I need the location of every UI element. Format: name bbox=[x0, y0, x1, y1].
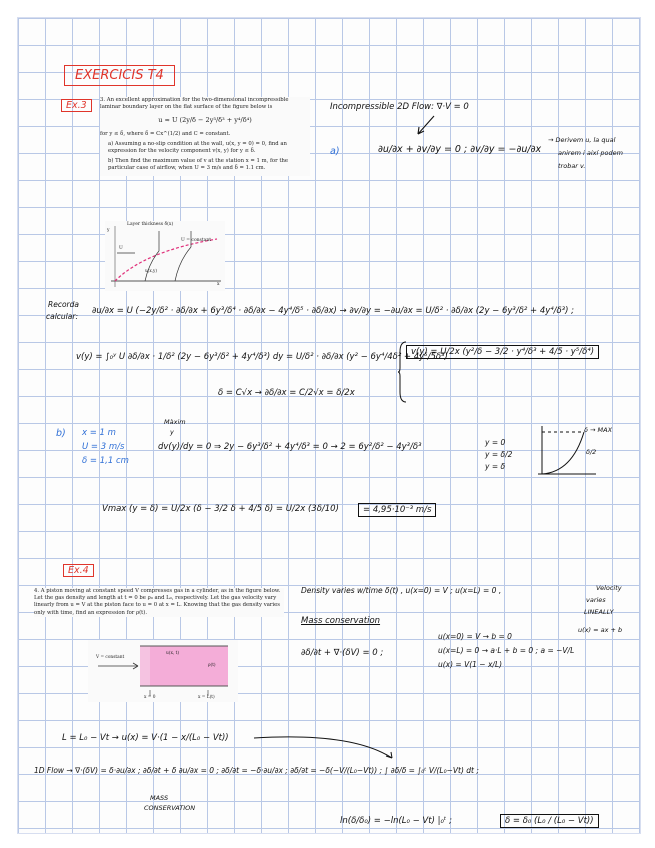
u-given: U = 3 m/s bbox=[82, 442, 125, 452]
piston-xL: x = L(t) bbox=[198, 695, 215, 700]
v-integral: v(y) = ∫₀ʸ U ∂δ/∂x · 1/δ² (2y − 6y³/δ² + 4y⁴/δ³) dy = U/δ² · ∂δ/∂x (y² − 6y⁴/4δ² + 4y⁵/5δ³) bbox=[76, 352, 448, 362]
ex3-part-a: a) Assuming a no-slip condition at the wall, u(x, y = 0) = 0, find an expression for the velocity component v(x, y) for y ≤ δ. bbox=[108, 140, 287, 155]
max-note-y: y bbox=[170, 428, 174, 436]
log-eq: ln(δ/δ₀) = −ln(L₀ − Vt) |₀ᵗ ; bbox=[340, 816, 452, 826]
mass-eq: ∂δ/∂t + ∇·(δV) = 0 ; bbox=[301, 648, 384, 658]
ex3-condition: for y ≤ δ, where δ = Cx^(1/2) and C = constant. bbox=[100, 130, 231, 137]
max-note: Màxim bbox=[164, 418, 186, 426]
du-dx-eq: ∂u/∂x = U (−2y/δ² · ∂δ/∂x + 6y³/δ⁴ · ∂δ/∂x − 4y⁴/δ⁵ · ∂δ/∂x) → ∂v/∂y = −∂u/∂x = U/δ² · ∂δ/∂x (2y − 6y³/δ² + 4y⁴/δ³) ; bbox=[92, 306, 575, 316]
ex4-label: Ex.4 bbox=[63, 564, 94, 577]
boundary-layer-drawing bbox=[105, 221, 225, 291]
derive-note-2: anirem i així podem bbox=[558, 149, 623, 157]
notebook-page bbox=[17, 17, 641, 834]
ex3-statement bbox=[100, 97, 310, 176]
mass-cons-label: Mass conservation bbox=[301, 616, 381, 626]
delta-relation: δ = C√x → ∂δ/∂x = C/2√x = δ/2x bbox=[218, 388, 355, 398]
velocity-note-3: LINEALLY bbox=[584, 608, 614, 616]
vmax-eq: Vmax (y = δ) = U/2x (δ − 3/2 δ + 4/5 δ) = U/2x (3δ/10) bbox=[102, 504, 339, 514]
final-result: δ = δ₀ (L₀ / (L₀ − Vt)) bbox=[500, 814, 599, 828]
sketch-max: δ → MAX bbox=[584, 426, 613, 434]
root-0: y = 0 bbox=[485, 438, 506, 447]
dv-dy-eq: dv(y)/dy = 0 ⇒ 2y − 6y³/δ² + 4y⁴/δ³ = 0 → 2 = 6y²/δ² − 4y³/δ³ bbox=[158, 442, 422, 452]
piston-x0: x = 0 bbox=[144, 695, 156, 700]
v-result: v(y) = U/2x (y²/δ − 3/2 · y⁴/δ³ + 4/5 · y⁵/δ⁴) bbox=[406, 345, 599, 359]
density-line: Density varies w/time δ(t) , u(x=0) = V ; u(x=L) = 0 , bbox=[301, 586, 502, 595]
recall-label-2: calcular: bbox=[46, 312, 78, 321]
mass-note-2: CONSERVATION bbox=[144, 804, 196, 812]
piston-v-const: V = constant bbox=[96, 655, 125, 660]
recall-label-1: Recorda bbox=[48, 300, 79, 309]
derive-note-1: → Derivem u, la qual bbox=[548, 136, 616, 144]
piston-drawing bbox=[88, 640, 238, 702]
page-title: EXERCICIS T4 bbox=[64, 65, 175, 86]
root-2: y = δ bbox=[485, 462, 506, 471]
system-3: u(x) = V(1 − x/L) bbox=[438, 660, 503, 669]
system-2: u(x=L) = 0 → a·L + b = 0 ; a = −V/L bbox=[438, 646, 575, 655]
system-1: u(x=0) = V → b = 0 bbox=[438, 632, 512, 641]
flow-1d-eq: 1D Flow → ∇·(δV) = δ·∂u/∂x ; ∂δ/∂t + δ ∂u/∂x = 0 ; ∂δ/∂t = −δ·∂u/∂x ; ∂δ/∂t = −δ(−V/(L₀−Vt)) ; ∫ ∂δ/δ = ∫₀ᵗ V/(L₀−Vt) dt ; bbox=[34, 766, 479, 775]
root-1: y = δ/2 bbox=[485, 450, 513, 459]
piston-rho: ρ(t) bbox=[208, 663, 216, 668]
vmax-result: = 4,95·10⁻³ m/s bbox=[358, 503, 436, 517]
delta-given: δ = 1,1 cm bbox=[82, 456, 129, 466]
ex3-part-b: b) Then find the maximum value of v at the station x = 1 m, for the particular case of airflow, when U = 3 m/s and δ = 1.1 cm. bbox=[108, 158, 288, 172]
bl-y: y bbox=[107, 228, 110, 233]
velocity-note-2: varies bbox=[586, 596, 606, 604]
part-b-label: b) bbox=[56, 428, 66, 439]
bl-x: x bbox=[217, 282, 220, 287]
incompressible-note: Incompressible 2D Flow: ∇·V = 0 bbox=[330, 102, 469, 112]
velocity-note-4: u(x) = ax + b bbox=[578, 626, 623, 634]
bl-caption: Layer thickness δ(x) bbox=[127, 222, 174, 227]
piston-uxt: u(x, t) bbox=[166, 651, 180, 656]
velocity-note-1: Velocity bbox=[596, 584, 622, 592]
ex4-statement: 4. A piston moving at constant speed V compresses gas in a cylinder, as in the figure below. Let the gas density and length at t = 0 be ρ₀ and L₀, respectively. Let the gas velocity vary linearly from u = V at the piston face to u = 0 at x = L. Knowing that the gas density varies only with time, find an expression for ρ(t). bbox=[34, 588, 284, 617]
l-relation: L = L₀ − Vt → u(x) = V·(1 − x/(L₀ − Vt)) bbox=[62, 733, 229, 743]
continuity-eq: ∂u/∂x + ∂v/∂y = 0 ; ∂v/∂y = −∂u/∂x bbox=[378, 144, 542, 155]
connector-arrow-icon bbox=[252, 730, 400, 762]
ex3-equation: u ≈ U (2y/δ − 2y³/δ³ + y⁴/δ⁴) bbox=[158, 116, 252, 125]
bl-u-const: U = constant bbox=[181, 238, 212, 243]
ex3-statement-text: 3. An excellent approximation for the two-dimensional incompressible laminar boundary layer on the flat surface of the figure below is bbox=[100, 97, 289, 111]
ex3-label: Ex.3 bbox=[61, 99, 92, 112]
x-given: x = 1 m bbox=[82, 428, 116, 438]
bl-u-label: U bbox=[119, 246, 123, 251]
piston-figure bbox=[88, 640, 238, 702]
boundary-layer-figure bbox=[105, 221, 225, 291]
derive-note-3: trobar v. bbox=[558, 162, 586, 170]
sketch-half: δ/2 bbox=[586, 448, 597, 456]
bl-uxy: u(x,y) bbox=[145, 268, 158, 273]
part-a-label: a) bbox=[330, 146, 340, 157]
mass-note-1: MASS bbox=[150, 794, 169, 802]
arrow-icon bbox=[410, 114, 440, 138]
